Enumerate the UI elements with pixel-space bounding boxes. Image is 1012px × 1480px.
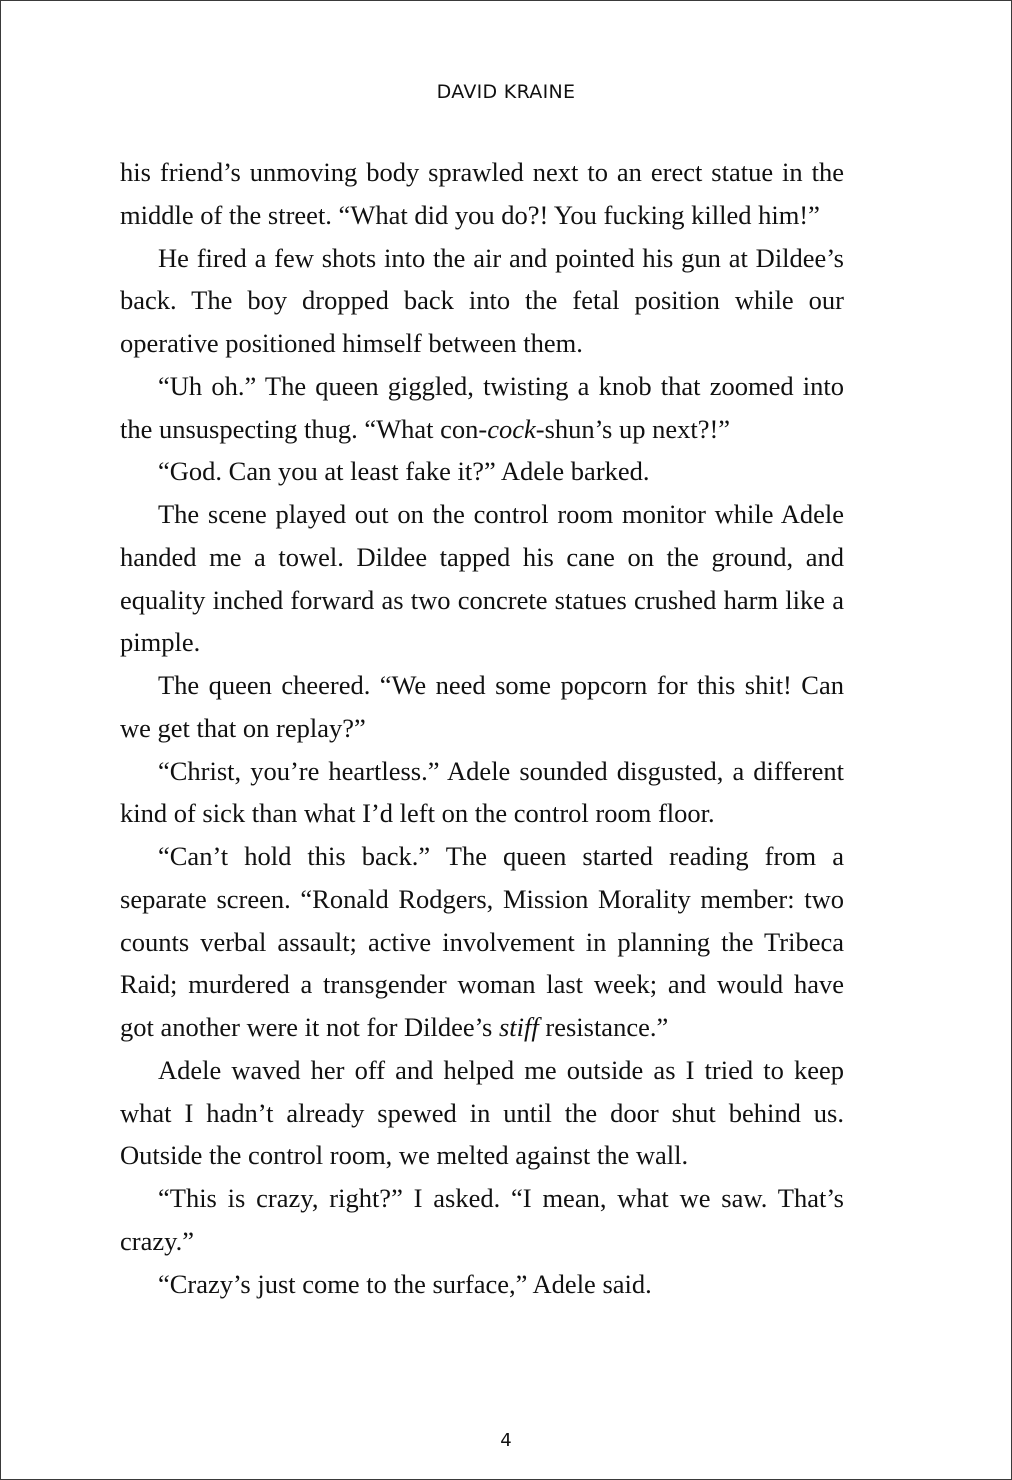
running-header-author: DAVID KRAINE [436,81,576,103]
paragraph-text: “Can’t hold this back.” The queen started reading from a separate screen. “Ronald Rodgers, Mission Morality member: two counts verbal assault; active involvement in planning the Tribeca Raid; murdered a transgender woman last week; and would have got another were it not for Dildee’s [120,841,844,1042]
paragraph [120,365,844,451]
paragraph: “Crazy’s just come to the surface,” Adele said. [158,1268,652,1299]
paragraph: “Christ, you’re heartless.” Adele sounded disgusted, a different kind of sick than what I’d left on the control room floor. [120,755,844,829]
paragraph: “God. Can you at least fake it?” Adele barked. [158,456,650,487]
body-text [120,151,844,1305]
paragraph: Adele waved her off and helped me outside as I tried to keep what I hadn’t already spewed in until the door shut behind us. Outside the control room, we melted against the wall. [120,1054,844,1171]
paragraph: his friend’s unmoving body sprawled next to an erect statue in the middle of the street. “What did you do?! You fucking killed him!” [120,157,844,230]
paragraph [120,835,844,1049]
paragraph-text: -shun’s up next?!” [535,413,731,444]
paragraph: “This is crazy, right?” I asked. “I mean, what we saw. That’s crazy.” [120,1183,844,1256]
paragraph: The scene played out on the control room monitor while Adele handed me a towel. Dildee tapped his cane on the ground, and equality inched forward as two concrete statues crushed harm like a pimple. [120,499,844,658]
paragraph-text: “Uh oh.” The queen giggled, twisting a knob that zoomed into the unsuspecting thug. “What con- [120,370,844,444]
page-number: 4 [500,1430,512,1451]
paragraph: He fired a few shots into the air and pointed his gun at Dildee’s back. The boy dropped back into the fetal position while our operative positioned himself between them. [120,242,844,358]
paragraph: The queen cheered. “We need some popcorn for this shit! Can we get that on replay?” [120,670,844,743]
paragraph-text: resistance.” [538,1012,669,1042]
italic-emphasis: cock [487,413,536,444]
italic-emphasis: stiff [498,1012,539,1042]
